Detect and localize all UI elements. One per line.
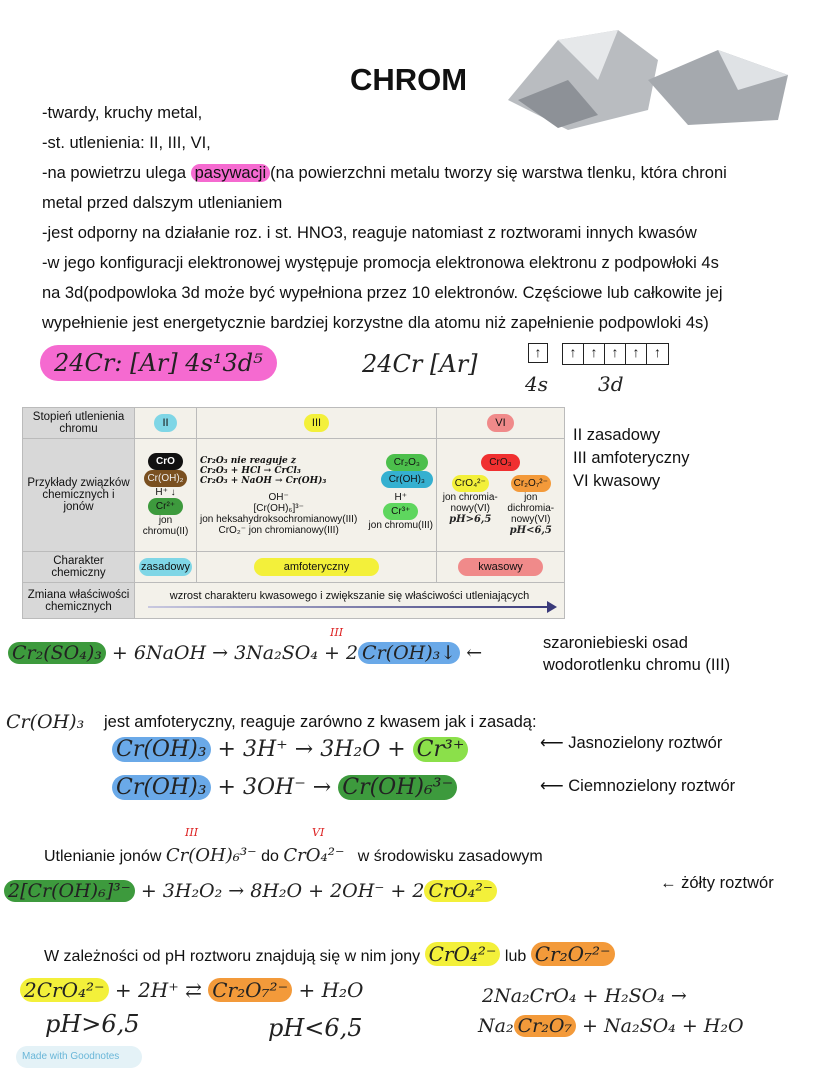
text-line: na 3d(podpowloka 3d może być wypełniona przez 10 elektronów. Częściowe lub całkowite jej [42, 284, 723, 302]
equation-3: 2[Cr(OH)₆]³⁻ + 3H₂O₂ → 8H₂O + 2OH⁻ + 2 CrO₄²⁻ [4, 880, 497, 902]
highlight-pasywacji: pasywacji [191, 164, 271, 182]
note: ⟵ Jasnozielony roztwór [540, 734, 723, 752]
character: zasadowy [139, 558, 192, 576]
note: ⟵ Ciemnozielony roztwór [540, 777, 736, 795]
row-header: Stopień utlenienia chromu [23, 408, 135, 439]
text-line: wypełnienie jest energetycznie bardziej korzystne dla atomu niż zapełnienie podpowloki 4s) [42, 314, 709, 332]
character: kwasowy [458, 558, 543, 576]
orbital-box: ↑ [605, 344, 626, 364]
orbital-box: ↑ [528, 343, 548, 363]
trend-arrow [148, 606, 551, 608]
equation-4: 2CrO₄²⁻ + 2H⁺ ⇄ Cr₂O₇²⁻ + H₂O [20, 978, 363, 1002]
orbital-box: ↑ [584, 344, 605, 364]
ox-state: II [154, 414, 176, 432]
equation-2: Cr(OH)₃ + 3OH⁻ → Cr(OH)₆³⁻ [112, 775, 457, 800]
electron-config-handwritten: 24Cr: [Ar] 4s¹3d⁵ [40, 345, 277, 381]
electron-config-2: 24Cr [Ar] [362, 350, 478, 378]
note: szaroniebieski osad [543, 634, 688, 652]
orbital-label-4s: 4s [525, 372, 548, 396]
text-line: -w jego konfiguracji elektronowej występuje promocja elektronowa elektronu z podpowłoki 4s [42, 254, 719, 272]
row-header: Charakter chemiczny [23, 552, 135, 583]
ox-state: III [304, 414, 329, 432]
orbital-box: ↑ [654, 344, 661, 360]
ox-mark: III [185, 826, 199, 839]
text-line: -twardy, kruchy metal, [42, 104, 203, 122]
ph-label: pH<6,5 [268, 1014, 363, 1042]
orbital-diagram [528, 343, 669, 365]
ox-state: VI [487, 414, 513, 432]
note: wodorotlenku chromu (III) [543, 656, 731, 674]
page-title: CHROM [350, 62, 468, 97]
text-line: -jest odporny na działanie roz. i st. HNO3, reaguje natomiast z roztworami innych kwasów [42, 224, 697, 242]
text-line: metal przed dalszym utlenianiem [42, 194, 283, 212]
trend-text: wzrost charakteru kwasowego i zwiększanie się właściwości utleniających [169, 589, 530, 602]
amfo-text: jest amfoteryczny, reaguje zarówno z kwasem jak i zasadą: [104, 713, 537, 731]
equation-1: Cr(OH)₃ + 3H⁺ → 3H₂O + Cr³⁺ [112, 737, 468, 762]
side-note: II zasadowy [573, 426, 661, 444]
ph-label: pH>6,5 [45, 1010, 140, 1038]
goodnotes-watermark: Made with Goodnotes [16, 1046, 142, 1068]
equation-5-line-1: 2Na₂CrO₄ + H₂SO₄ → [482, 985, 687, 1007]
note: ← żółty roztwór [660, 874, 774, 892]
ox-mark: VI [312, 826, 325, 839]
ph-line: W zależności od pH roztworu znajdują się w nim jony CrO₄²⁻ lub Cr₂O₇²⁻ [44, 942, 615, 966]
text-line: -st. utlenienia: II, III, VI, [42, 134, 211, 152]
side-note: VI kwasowy [573, 472, 661, 490]
text-line: -na powietrzu ulega pasywacji (na powierzchni metalu tworzy się warstwa tlenku, która chroni [42, 164, 727, 182]
oxidation-states-table: Stopień utlenienia chromu II III VI Przykłady związków chemicznych i jonów CrO Cr(OH)₂ H⁺ ↓ Cr²⁺ jon chromu(II) Cr₂O₃ nie reaguje z Cr₂O₃ + HCl → CrCl₃ Cr₂O₃ + NaOH → Cr(OH)₃ Cr₂O₃ Cr(OH)₃ OH⁻ [Cr(OH)₆]³⁻ jon heksahydroksochromianowy(III) CrO₂⁻ jon chromianowy(III) H⁺ Cr³⁺ jon chromu(III) CrO₃ CrO₄²⁻ jon chromia-nowy(VI) pH>6,5 Cr₂O₇²⁻ jon dichromia-nowy(VI) pH<6,5 Charakter chemiczny zasadowy amfoteryczny kwasowy Zmiana właściwości chemicznych wzrost charakteru kwasowego i zwiększanie się właściwości utleniających [22, 407, 564, 619]
amfo-formula: Cr(OH)₃ [6, 711, 85, 733]
orbital-box: ↑ [626, 344, 647, 364]
ox-mark: III [330, 626, 344, 639]
row-header: Zmiana właściwości chemicznych [23, 583, 135, 619]
oxidation-line: Utlenianie jonów Cr(OH)₆³⁻ do CrO₄²⁻ w środowisku zasadowym [44, 845, 543, 866]
orbital-box: ↑ [563, 344, 584, 364]
orbital-label-3d: 3d [598, 372, 624, 396]
reaction-1: Cr₂(SO₄)₃ + 6NaOH → 3Na₂SO₄ + 2 Cr(OH)₃↓ ← [8, 642, 482, 664]
side-note: III amfoteryczny [573, 449, 690, 467]
equation-5-line-2: Na₂ Cr₂O₇ + Na₂SO₄ + H₂O [478, 1015, 744, 1037]
row-header: Przykłady związków chemicznych i jonów [23, 439, 135, 552]
character: amfoteryczny [254, 558, 379, 576]
